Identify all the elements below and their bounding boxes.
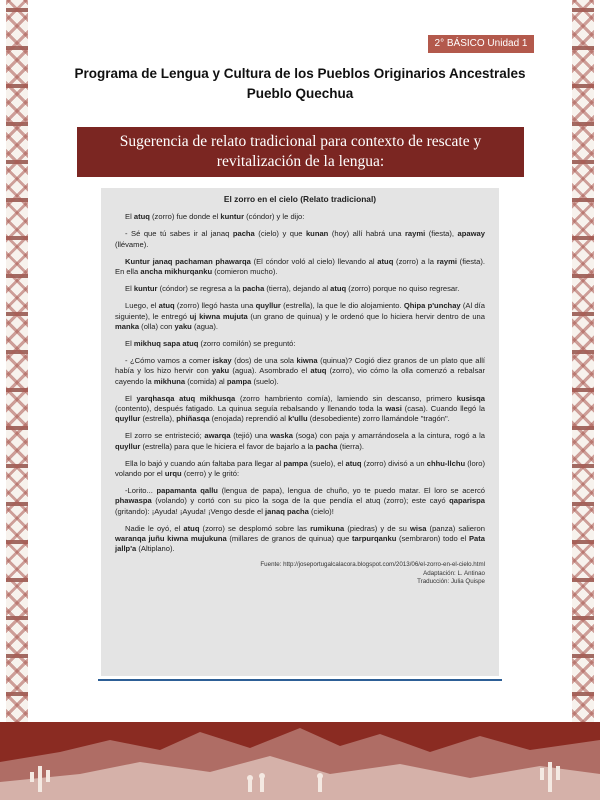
quechua-term: yaku [211,366,230,376]
quechua-term: papamanta qallu [156,486,218,496]
quechua-term: quyllur [255,301,281,311]
story-body [115,212,485,554]
story-underline [98,679,502,681]
quechua-term: uj kiwna mujuta [189,311,248,321]
quechua-term: Pata jallp'a [115,534,485,554]
quechua-term: waska [270,431,293,441]
quechua-term: pacha [232,229,255,239]
left-decorative-border [6,0,28,730]
quechua-term: pampa [226,376,252,386]
quechua-term: pampa [283,458,308,468]
unit-badge: 2° BÁSICO Unidad 1 [428,35,534,53]
quechua-term: kusisqa [456,393,485,403]
quechua-term: kuntur [220,212,245,222]
quechua-term: atuq [330,284,347,294]
quechua-term: yaku [174,321,192,331]
quechua-term: raymi [436,256,457,266]
quechua-term: iskay [212,356,232,366]
quechua-term: yarqhasqa atuq mikhusqa [136,393,236,403]
story-paragraph: -Lorito... papamanta qallu (lengua de papa), lengua de chuño, yo te puedo matar. El loro se acercó phawaspa (volando) y cortó con su pico la soga de la que pendía el atuq (zorro); este cayó qaparispa (gritando): ¡Ayuda! ¡Ayuda! ¡Vengo desde el janaq pacha (cielo)! [115,486,486,516]
quechua-term: atuq [158,301,175,311]
quechua-term: atuq [183,523,200,533]
quechua-term: chhu-llchu [426,458,466,468]
source-url: Fuente: http://joseportugalcalacora.blogspot.com/2013/06/el-zorro-en-el-cielo.html [260,561,485,569]
right-decorative-border [572,0,594,730]
quechua-term: pacha [242,284,265,294]
quechua-term: janaq pacha [265,506,309,516]
quechua-term: wisa [409,523,427,533]
footer-landscape-illustration [0,722,600,800]
section-banner [77,127,524,177]
quechua-term: atuq [377,256,394,266]
quechua-term: wasi [385,404,402,414]
quechua-term: kuntur [133,284,158,294]
story-paragraph: - ¿Cómo vamos a comer iskay (dos) de una sola kiwna (quinua)? Cogió diez granos de un plato que allí había y los hizo hervir con yaku (agua). Asombrado el atuq (zorro), vio cómo la olla comenzó a rebalsar cayendo la mikhuna (comida) al pampa (suelo). [115,356,486,386]
banner-line2: revitalización de la lengua: [216,153,385,170]
story-paragraph: El zorro se entristeció; awarqa (tejió) una waska (soga) con paja y amarrándosela a la cintura, rogó a la quyllur (estrella) para que le hiciera el favor de bajarlo a la pacha (tierra). [115,431,485,451]
story-title: El zorro en el cielo (Relato tradicional) [223,194,377,204]
quechua-term: waranqa juñu kiwna mujukuna [115,534,227,544]
story-paragraph: Luego, el atuq (zorro) llegó hasta una quyllur (estrella), la que le dio alojamiento. Qhipa p'unchay (Al día siguiente), le entregó uj kiwna mujuta (un grano de quinua) y le ordenó que lo hiciera hervir dentro de una manka (olla) con yaku (agua). [115,301,486,331]
story-paragraph: El yarqhasqa atuq mikhusqa (zorro hambriento comía), lamiendo sin descanso, primero kusisqa (contento), después fatigado. La quinua seguía rebalsando y llenando toda la wasi (casa). Cuando llegó la quyllur (estrella), phiñasqa (enojada) reprendió al k'ullu (desobediente) zorro llamándole "tragón". [115,393,486,424]
story-source [115,561,485,586]
quechua-term: quyllur [115,414,141,424]
page-title-line2: Pueblo Quechua [246,86,354,101]
source-adaptation: Adaptación: L. Antinao [423,569,485,577]
story-paragraph: El mikhuq sapa atuq (zorro comilón) se preguntó: [125,339,296,349]
quechua-term: pacha [315,441,338,451]
page-title-line1: Programa de Lengua y Cultura de los Pueblos Originarios Ancestrales [74,66,526,81]
quechua-term: raymi [404,229,426,239]
quechua-term: atuq [310,366,327,376]
quechua-term: Kuntur janaq pachaman phawarqa [125,256,251,266]
quechua-term: manka [115,321,140,331]
page-title [40,64,560,104]
quechua-term: phawaspa [115,496,152,506]
quechua-term: qaparispa [449,496,485,506]
quechua-term: mikhuq sapa atuq [133,339,199,349]
quechua-term: atuq [345,458,362,468]
story-paragraph: Kuntur janaq pachaman phawarqa (El cóndor voló al cielo) llevando al atuq (zorro) a la raymi (fiesta). En ella ancha mikhurqanku (comieron mucho). [115,256,485,277]
quechua-term: kunan [305,229,329,239]
banner-line1: Sugerencia de relato tradicional para contexto de rescate y [119,133,482,150]
quechua-term: urqu [164,469,182,479]
source-translation: Traducción: Julia Quispe [417,578,485,586]
quechua-term: tarpurqanku [352,534,397,544]
quechua-term: quyllur [115,441,141,451]
quechua-term: phiñasqa [176,414,210,424]
quechua-term: mikhuna [153,376,186,386]
story-box [101,188,499,676]
quechua-term: awarqa [204,431,231,441]
footer-decoration [0,722,600,800]
story-paragraph: Ella lo bajó y cuando aún faltaba para llegar al pampa (suelo), el atuq (zorro) divisó a un chhu-llchu (loro) volando por el urqu (cerro) y le gritó: [115,458,485,479]
quechua-term: ancha mikhurqanku [140,267,213,277]
story-paragraph: El kuntur (cóndor) se regresa a la pacha (tierra), dejando al atuq (zorro) porque no quiso regresar. [125,284,460,294]
story-paragraph: Nadie le oyó, el atuq (zorro) se desplomó sobre las rumikuna (piedras) y de su wisa (panza) salieron waranqa juñu kiwna mujukuna (millares de granos de quinua) que tarpurqanku (sembraron) todo el Pata jallp'a (Altiplano). [115,523,485,554]
story-paragraph: - Sé que tú sabes ir al janaq pacha (cielo) y que kunan (hoy) allí habrá una raymi (fiesta), apaway (llévame). [115,229,485,249]
quechua-term: kiwna [296,356,318,366]
quechua-term: apaway [457,229,485,239]
quechua-term: rumikuna [310,523,345,533]
quechua-term: k'ullu [288,414,308,424]
quechua-term: Qhipa p'unchay [403,301,461,311]
quechua-term: atuq [133,212,150,222]
story-paragraph: El atuq (zorro) fue donde el kuntur (cóndor) y le dijo: [125,212,305,222]
